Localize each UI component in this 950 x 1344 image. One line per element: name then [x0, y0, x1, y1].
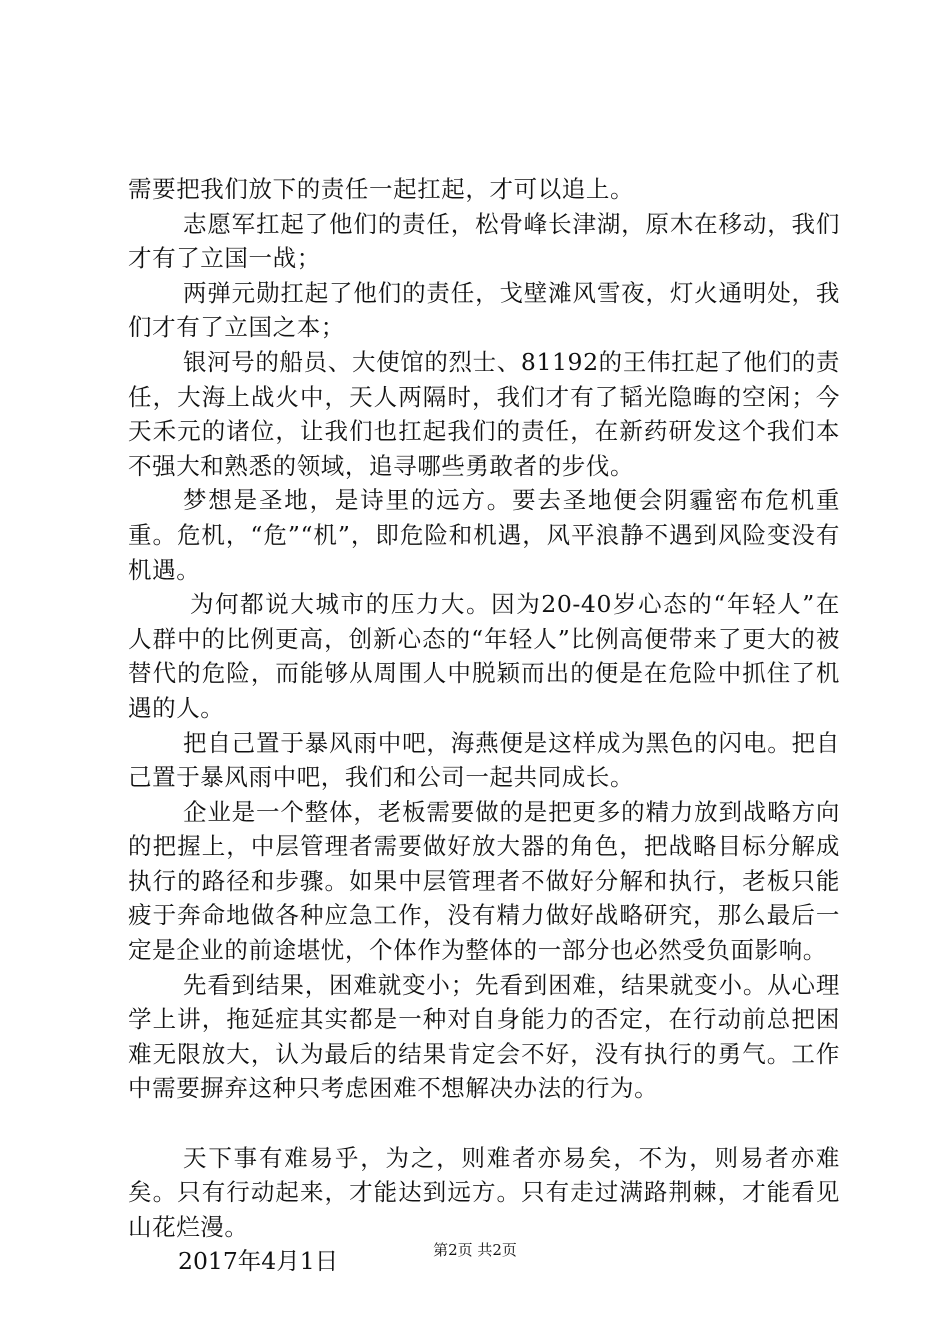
paragraph-results: 先看到结果，困难就变小；先看到困难，结果就变小。从心理学上讲，拖延症其实都是一种对自身能力的否定，在行动前总把困难无限放大，认为最后的结果肯定会不好，没有执行的勇气。工作中需要摒弃这种只考虑困难不想解决办法的行为。	[128, 970, 840, 1103]
paragraph-yinhe: 银河号的船员、大使馆的烈士、81192的王伟扛起了他们的责任，大海上战火中，天人两隔时，我们才有了韬光隐晦的空闲；今天禾元的诸位，让我们也扛起我们的责任，在新药研发这个我们本不强大和熟悉的领域，追寻哪些勇敢者的步伐。	[128, 347, 840, 480]
paragraph-volunteer-army: 志愿军扛起了他们的责任，松骨峰长津湖，原木在移动，我们才有了立国一战；	[128, 209, 840, 273]
paragraph-storm: 把自己置于暴风雨中吧，海燕便是这样成为黑色的闪电。把自己置于暴风雨中吧，我们和公司一起共同成长。	[128, 728, 840, 792]
page-footer: 第2页 共2页	[433, 1241, 517, 1259]
paragraph-enterprise: 企业是一个整体，老板需要做的是把更多的精力放到战略方向的把握上，中层管理者需要做好放大器的角色，把战略目标分解成执行的路径和步骤。如果中层管理者不做好分解和执行，老板只能疲于奔命地做各种应急工作，没有精力做好战略研究，那么最后一定是企业的前途堪忧，个体作为整体的一部分也必然受负面影响。	[128, 797, 840, 965]
paragraph-dream: 梦想是圣地，是诗里的远方。要去圣地便会阴霾密布危机重重。危机，“危”“机”，即危险和机遇，风平浪静不遇到风险变没有机遇。	[128, 486, 840, 584]
paragraph-closing: 天下事有难易乎，为之，则难者亦易矣，不为，则易者亦难矣。只有行动起来，才能达到远方。只有走过满路荆棘，才能看见山花烂漫。	[128, 1143, 840, 1241]
paragraph-continuation: 需要把我们放下的责任一起扛起，才可以追上。	[128, 175, 635, 203]
document-body	[128, 172, 840, 1279]
paragraph-two-bombs: 两弹元勋扛起了他们的责任，戈壁滩风雪夜，灯火通明处，我们才有了立国之本；	[128, 278, 840, 342]
document-date: 2017年4月1日	[178, 1247, 339, 1276]
paragraph-big-city: 为何都说大城市的压力大。因为20-40岁心态的“年轻人”在人群中的比例更高，创新心态的“年轻人”比例高便带来了更大的被替代的危险，而能够从周围人中脱颖而出的便是在危险中抓住了机遇的人。	[128, 590, 840, 722]
